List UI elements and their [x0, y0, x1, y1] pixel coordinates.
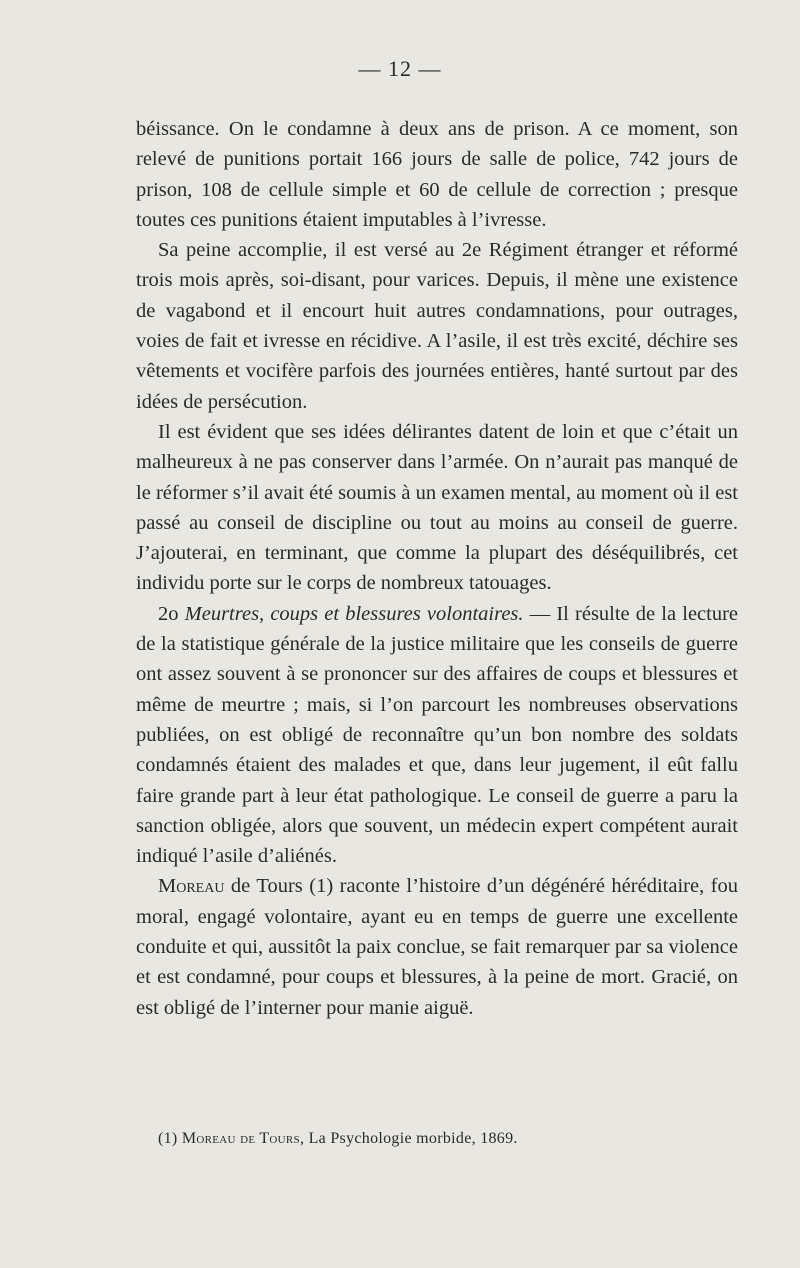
footnote-author: Moreau de Tours,	[181, 1130, 305, 1147]
section-title: Meurtres, coups et blessures volontaires.	[184, 602, 524, 625]
paragraph-3: Il est évident que ses idées délirantes datent de loin et que c’était un malheureux à ne pas conserver dans l’armée. On n’aurait pas manqué de le réformer s’il avait été soumis à un examen mental, au moment où il est passé au conseil de discipline ou tout au moins au conseil de guerre. J’ajouterai, en terminant, que comme la plupart des déséquilibrés, cet individu porte sur le corps de nombreux tatouages.	[136, 420, 738, 595]
paragraph-2: Sa peine accomplie, il est versé au 2e Régiment étranger et réformé trois mois après, soi-disant, pour varices. Depuis, il mène une existence de vagabond et il encourt huit autres condamnations, pour outrages, voies de fait et ivresse en récidive. A l’asile, il est très excité, déchire ses vêtements et vocifère parfois des journées entières, hanté surtout par des idées de persécution.	[136, 239, 738, 413]
footnote-text: La Psychologie morbide, 1869.	[304, 1130, 518, 1147]
paragraph-1: béissance. On le condamne à deux ans de prison. A ce moment, son relevé de punitions portait 166 jours de salle de police, 742 jours de prison, 108 de cellule simple et 60 de cellule de correction ; presque toutes ces punitions étaient imputables à l’ivresse.	[136, 118, 738, 231]
moreau-body: de Tours (1) raconte l’histoire d’un dégénéré héréditaire, fou moral, engagé volontaire, ayant eu en temps de guerre une excellente conduite et qui, aussitôt la paix conclue, se fait remarquer par sa violence et est condamné, pour coups et blessures, à la peine de mort. Gracié, on est obligé de l’interner pour manie aiguë.	[136, 875, 738, 1019]
footnote	[158, 1128, 738, 1150]
footnote-marker: (1)	[158, 1130, 178, 1147]
body-text	[136, 114, 738, 1023]
author-name: Moreau	[158, 875, 225, 898]
section-number: 2o	[158, 602, 179, 625]
paragraph-section-2	[136, 599, 738, 872]
page-number: — 12 —	[358, 56, 442, 81]
section-body: — Il résulte de la lecture de la statistique générale de la justice militaire que les conseils de guerre ont assez souvent à se prononcer sur des affaires de coups et blessures et même de meurtre ; mais, si l’on parcourt les nombreuses observations publiées, on est obligé de reconnaître qu’un bon nombre des soldats condamnés étaient des malades et que, dans leur jugement, il eût fallu faire grande part à leur état pathologique. Le conseil de guerre a paru la sanction obligée, alors que souvent, un médecin expert compétent aurait indiqué l’asile d’aliénés.	[136, 602, 739, 868]
paragraph-moreau	[136, 871, 738, 1022]
